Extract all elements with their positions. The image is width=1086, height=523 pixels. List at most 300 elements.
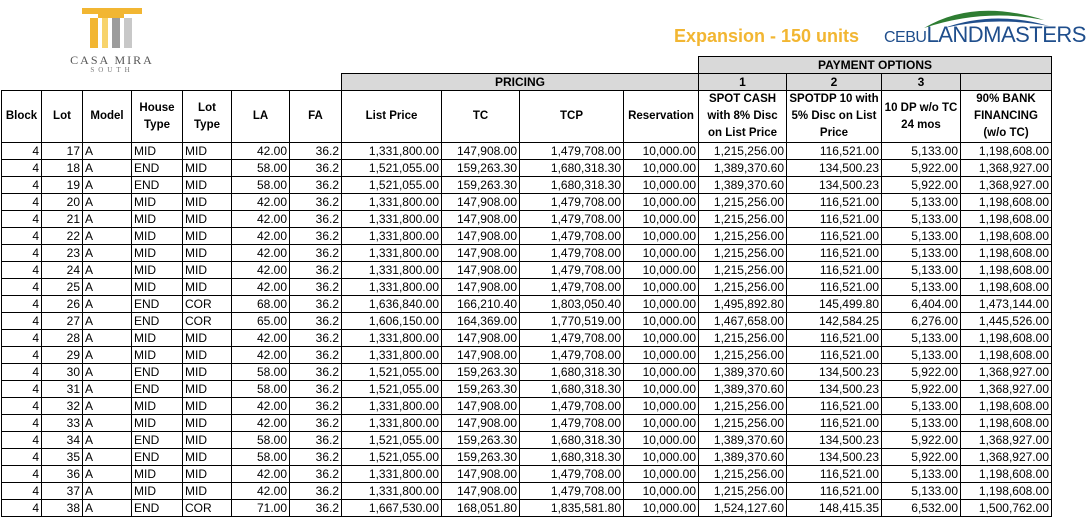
table-cell: 22 <box>42 228 83 245</box>
table-cell: 1,680,318.30 <box>520 381 624 398</box>
column-header: Block <box>2 91 42 143</box>
table-cell: MID <box>183 211 232 228</box>
table-cell: 36.2 <box>290 160 342 177</box>
table-cell: 5,133.00 <box>882 262 961 279</box>
column-header: TCP <box>520 91 624 143</box>
table-cell: 1,524,127.60 <box>699 500 787 517</box>
table-cell: MID <box>183 483 232 500</box>
table-cell: 10,000.00 <box>624 347 699 364</box>
table-cell: 1,606,150.00 <box>342 313 442 330</box>
table-cell: 10,000.00 <box>624 160 699 177</box>
table-cell: A <box>83 228 132 245</box>
table-cell: 5,133.00 <box>882 211 961 228</box>
table-cell: 5,133.00 <box>882 483 961 500</box>
table-cell: 1,331,800.00 <box>342 228 442 245</box>
table-cell: 1,198,608.00 <box>961 398 1052 415</box>
table-cell: A <box>83 143 132 160</box>
table-cell: 71.00 <box>232 500 290 517</box>
table-cell: 36.2 <box>290 330 342 347</box>
table-cell: 1,331,800.00 <box>342 194 442 211</box>
table-cell: A <box>83 449 132 466</box>
table-cell: 5,133.00 <box>882 330 961 347</box>
table-cell: MID <box>183 432 232 449</box>
table-cell: 4 <box>2 415 42 432</box>
table-cell: MID <box>132 262 183 279</box>
table-cell: 147,908.00 <box>442 211 520 228</box>
table-cell: 4 <box>2 245 42 262</box>
table-cell: 36.2 <box>290 245 342 262</box>
column-header: 10 DP w/o TC 24 mos <box>882 91 961 143</box>
table-cell: 27 <box>42 313 83 330</box>
table-cell: 5,922.00 <box>882 177 961 194</box>
table-cell: 1,198,608.00 <box>961 347 1052 364</box>
table-cell: 1,198,608.00 <box>961 194 1052 211</box>
table-cell: 159,263.30 <box>442 160 520 177</box>
table-cell: A <box>83 211 132 228</box>
table-cell: 10,000.00 <box>624 211 699 228</box>
table-cell: 42.00 <box>232 228 290 245</box>
table-cell: 1,479,708.00 <box>520 483 624 500</box>
table-cell: 116,521.00 <box>787 194 882 211</box>
table-cell: 5,922.00 <box>882 432 961 449</box>
table-cell: 1,680,318.30 <box>520 449 624 466</box>
table-cell: 1,479,708.00 <box>520 347 624 364</box>
payment-options-header: PAYMENT OPTIONS <box>699 57 1052 74</box>
table-cell: 1,479,708.00 <box>520 279 624 296</box>
table-cell: 1,368,927.00 <box>961 160 1052 177</box>
table-row <box>2 143 1052 160</box>
table-cell: 4 <box>2 211 42 228</box>
column-header: SPOTDP 10 with 5% Disc on List Price <box>787 91 882 143</box>
table-cell: 1,368,927.00 <box>961 432 1052 449</box>
table-cell: 159,263.30 <box>442 432 520 449</box>
table-cell: 58.00 <box>232 177 290 194</box>
table-cell: 147,908.00 <box>442 143 520 160</box>
table-cell: 1,331,800.00 <box>342 262 442 279</box>
table-cell: MID <box>183 262 232 279</box>
table-cell: 4 <box>2 194 42 211</box>
table-cell: MID <box>132 194 183 211</box>
table-cell: 116,521.00 <box>787 483 882 500</box>
table-cell: 5,133.00 <box>882 415 961 432</box>
table-row <box>2 381 1052 398</box>
table-cell: 10,000.00 <box>624 364 699 381</box>
table-row <box>2 262 1052 279</box>
table-cell: 4 <box>2 228 42 245</box>
table-cell: MID <box>132 483 183 500</box>
table-cell: 36.2 <box>290 466 342 483</box>
table-cell: 1,680,318.30 <box>520 177 624 194</box>
table-cell: 159,263.30 <box>442 364 520 381</box>
table-cell: MID <box>132 330 183 347</box>
table-cell: 1,500,762.00 <box>961 500 1052 517</box>
table-cell: 58.00 <box>232 449 290 466</box>
table-cell: A <box>83 330 132 347</box>
table-cell: 36.2 <box>290 381 342 398</box>
table-cell: MID <box>183 228 232 245</box>
table-cell: END <box>132 500 183 517</box>
table-cell: 36.2 <box>290 347 342 364</box>
table-cell: 37 <box>42 483 83 500</box>
table-cell: 10,000.00 <box>624 500 699 517</box>
table-cell: 19 <box>42 177 83 194</box>
table-cell: 1,636,840.00 <box>342 296 442 313</box>
table-cell: 1,215,256.00 <box>699 262 787 279</box>
table-cell: 147,908.00 <box>442 398 520 415</box>
table-cell: END <box>132 364 183 381</box>
table-row <box>2 296 1052 313</box>
table-cell: COR <box>183 500 232 517</box>
table-cell: 1,331,800.00 <box>342 415 442 432</box>
table-cell: MID <box>183 194 232 211</box>
table-cell: 1,215,256.00 <box>699 483 787 500</box>
table-cell: 10,000.00 <box>624 381 699 398</box>
table-cell: 134,500.23 <box>787 364 882 381</box>
table-cell: 36.2 <box>290 194 342 211</box>
table-cell: 1,198,608.00 <box>961 143 1052 160</box>
table-row <box>2 177 1052 194</box>
table-cell: 1,389,370.60 <box>699 432 787 449</box>
table-cell: 36.2 <box>290 211 342 228</box>
table-cell: 1,479,708.00 <box>520 330 624 347</box>
column-header: SPOT CASH with 8% Disc on List Price <box>699 91 787 143</box>
table-cell: A <box>83 160 132 177</box>
group-header-row-1 <box>2 57 1052 74</box>
table-cell: 10,000.00 <box>624 262 699 279</box>
table-cell: 1,835,581.80 <box>520 500 624 517</box>
table-cell: 147,908.00 <box>442 228 520 245</box>
table-cell: A <box>83 262 132 279</box>
table-cell: 116,521.00 <box>787 211 882 228</box>
table-cell: 1,521,055.00 <box>342 160 442 177</box>
pricing-table <box>1 53 1052 517</box>
table-cell: 6,532.00 <box>882 500 961 517</box>
table-cell: 1,368,927.00 <box>961 364 1052 381</box>
table-cell: 42.00 <box>232 466 290 483</box>
table-cell: 4 <box>2 177 42 194</box>
table-cell: 116,521.00 <box>787 466 882 483</box>
table-cell: 1,198,608.00 <box>961 466 1052 483</box>
table-cell: 1,680,318.30 <box>520 160 624 177</box>
column-header: 90% BANK FINANCING (w/o TC) <box>961 91 1052 143</box>
table-cell: 4 <box>2 296 42 313</box>
table-cell: END <box>132 296 183 313</box>
table-cell: 5,133.00 <box>882 228 961 245</box>
table-cell: 4 <box>2 262 42 279</box>
table-cell: 1,331,800.00 <box>342 143 442 160</box>
table-cell: 147,908.00 <box>442 262 520 279</box>
table-cell: MID <box>183 160 232 177</box>
developer-logo-suffix: LANDMASTERS <box>926 22 1086 47</box>
table-cell: 4 <box>2 313 42 330</box>
table-cell: 1,479,708.00 <box>520 245 624 262</box>
table-row <box>2 211 1052 228</box>
table-cell: 35 <box>42 449 83 466</box>
table-cell: 10,000.00 <box>624 228 699 245</box>
table-cell: 20 <box>42 194 83 211</box>
table-cell: 36.2 <box>290 279 342 296</box>
table-cell: 42.00 <box>232 262 290 279</box>
table-cell: 1,770,519.00 <box>520 313 624 330</box>
table-cell: 134,500.23 <box>787 449 882 466</box>
table-cell: 1,198,608.00 <box>961 228 1052 245</box>
table-row <box>2 279 1052 296</box>
table-cell: END <box>132 160 183 177</box>
table-cell: MID <box>183 143 232 160</box>
table-cell: 159,263.30 <box>442 449 520 466</box>
developer-logo <box>884 0 1086 50</box>
table-cell: 33 <box>42 415 83 432</box>
table-cell: 21 <box>42 211 83 228</box>
table-cell: 24 <box>42 262 83 279</box>
table-cell: 42.00 <box>232 415 290 432</box>
table-cell: END <box>132 449 183 466</box>
column-header-row <box>2 91 1052 143</box>
table-cell: 5,133.00 <box>882 245 961 262</box>
table-row <box>2 364 1052 381</box>
table-cell: A <box>83 415 132 432</box>
table-cell: 116,521.00 <box>787 262 882 279</box>
table-cell: MID <box>183 364 232 381</box>
table-cell: A <box>83 313 132 330</box>
option-number: 2 <box>787 74 882 91</box>
table-cell: 10,000.00 <box>624 415 699 432</box>
table-cell: 1,479,708.00 <box>520 398 624 415</box>
table-cell: 1,803,050.40 <box>520 296 624 313</box>
table-cell: A <box>83 177 132 194</box>
table-cell: 147,908.00 <box>442 279 520 296</box>
table-cell: 1,521,055.00 <box>342 177 442 194</box>
table-cell: 4 <box>2 381 42 398</box>
table-cell: 168,051.80 <box>442 500 520 517</box>
table-cell: 1,331,800.00 <box>342 466 442 483</box>
table-row <box>2 398 1052 415</box>
column-header: House Type <box>132 91 183 143</box>
table-cell: MID <box>132 466 183 483</box>
table-cell: MID <box>132 228 183 245</box>
table-cell: 1,495,892.80 <box>699 296 787 313</box>
table-cell: MID <box>132 245 183 262</box>
table-cell: 1,331,800.00 <box>342 211 442 228</box>
table-cell: 42.00 <box>232 194 290 211</box>
table-cell: 116,521.00 <box>787 279 882 296</box>
table-cell: 166,210.40 <box>442 296 520 313</box>
option-number: 3 <box>882 74 961 91</box>
table-cell: 159,263.30 <box>442 381 520 398</box>
table-cell: 36.2 <box>290 228 342 245</box>
table-cell: 10,000.00 <box>624 330 699 347</box>
table-cell: 6,276.00 <box>882 313 961 330</box>
table-cell: 10,000.00 <box>624 432 699 449</box>
table-cell: 1,198,608.00 <box>961 330 1052 347</box>
table-cell: 36.2 <box>290 364 342 381</box>
table-cell: 4 <box>2 449 42 466</box>
table-cell: 134,500.23 <box>787 177 882 194</box>
table-cell: MID <box>183 466 232 483</box>
table-cell: 147,908.00 <box>442 245 520 262</box>
table-row <box>2 228 1052 245</box>
table-cell: 1,215,256.00 <box>699 330 787 347</box>
table-row <box>2 245 1052 262</box>
table-cell: 1,445,526.00 <box>961 313 1052 330</box>
table-cell: 17 <box>42 143 83 160</box>
table-cell: 30 <box>42 364 83 381</box>
table-cell: 42.00 <box>232 279 290 296</box>
table-row <box>2 330 1052 347</box>
table-cell: 58.00 <box>232 432 290 449</box>
table-cell: 23 <box>42 245 83 262</box>
table-cell: 4 <box>2 500 42 517</box>
table-cell: 4 <box>2 160 42 177</box>
table-cell: END <box>132 432 183 449</box>
table-cell: A <box>83 432 132 449</box>
table-cell: 65.00 <box>232 313 290 330</box>
table-cell: 4 <box>2 330 42 347</box>
option-number <box>961 74 1052 91</box>
table-cell: 1,215,256.00 <box>699 415 787 432</box>
table-cell: 36.2 <box>290 415 342 432</box>
table-cell: 10,000.00 <box>624 398 699 415</box>
table-cell: 36.2 <box>290 313 342 330</box>
table-cell: END <box>132 177 183 194</box>
table-cell: MID <box>132 398 183 415</box>
table-cell: 42.00 <box>232 330 290 347</box>
table-cell: 31 <box>42 381 83 398</box>
column-header: Model <box>83 91 132 143</box>
table-cell: 32 <box>42 398 83 415</box>
table-cell: 5,133.00 <box>882 143 961 160</box>
table-cell: COR <box>183 296 232 313</box>
table-cell: MID <box>132 279 183 296</box>
table-cell: 1,331,800.00 <box>342 330 442 347</box>
table-row <box>2 466 1052 483</box>
table-cell: 1,521,055.00 <box>342 449 442 466</box>
table-cell: 68.00 <box>232 296 290 313</box>
table-cell: 1,331,800.00 <box>342 279 442 296</box>
table-cell: 29 <box>42 347 83 364</box>
column-header: Lot Type <box>183 91 232 143</box>
table-cell: 147,908.00 <box>442 466 520 483</box>
table-cell: 36.2 <box>290 398 342 415</box>
table-cell: 34 <box>42 432 83 449</box>
table-body <box>2 143 1052 517</box>
table-cell: MID <box>183 398 232 415</box>
table-cell: 1,667,530.00 <box>342 500 442 517</box>
table-cell: 58.00 <box>232 364 290 381</box>
table-cell: 147,908.00 <box>442 415 520 432</box>
table-cell: 1,331,800.00 <box>342 483 442 500</box>
column-header: FA <box>290 91 342 143</box>
table-cell: 36.2 <box>290 143 342 160</box>
table-cell: 18 <box>42 160 83 177</box>
table-row <box>2 500 1052 517</box>
table-cell: 1,467,658.00 <box>699 313 787 330</box>
table-cell: MID <box>183 245 232 262</box>
table-row <box>2 313 1052 330</box>
table-cell: 10,000.00 <box>624 296 699 313</box>
table-cell: 6,404.00 <box>882 296 961 313</box>
table-cell: 4 <box>2 432 42 449</box>
table-cell: 147,908.00 <box>442 483 520 500</box>
table-cell: 145,499.80 <box>787 296 882 313</box>
table-cell: 42.00 <box>232 211 290 228</box>
table-row <box>2 160 1052 177</box>
table-cell: 1,479,708.00 <box>520 466 624 483</box>
table-cell: 1,215,256.00 <box>699 466 787 483</box>
table-cell: 1,215,256.00 <box>699 194 787 211</box>
table-cell: 1,479,708.00 <box>520 143 624 160</box>
pricing-header: PRICING <box>342 74 699 91</box>
table-cell: COR <box>183 313 232 330</box>
table-cell: 10,000.00 <box>624 449 699 466</box>
table-cell: 36.2 <box>290 432 342 449</box>
table-row <box>2 347 1052 364</box>
table-cell: 4 <box>2 398 42 415</box>
column-header: Lot <box>42 91 83 143</box>
group-header-row-2 <box>2 74 1052 91</box>
table-cell: 1,198,608.00 <box>961 262 1052 279</box>
table-cell: 1,215,256.00 <box>699 211 787 228</box>
table-cell: 10,000.00 <box>624 313 699 330</box>
table-cell: 116,521.00 <box>787 398 882 415</box>
table-cell: 116,521.00 <box>787 415 882 432</box>
table-cell: 1,389,370.60 <box>699 160 787 177</box>
table-cell: MID <box>183 177 232 194</box>
table-cell: 1,479,708.00 <box>520 415 624 432</box>
table-cell: 1,368,927.00 <box>961 449 1052 466</box>
table-cell: MID <box>132 415 183 432</box>
table-cell: 1,215,256.00 <box>699 279 787 296</box>
table-cell: 36.2 <box>290 483 342 500</box>
table-cell: 38 <box>42 500 83 517</box>
table-cell: 26 <box>42 296 83 313</box>
table-cell: 58.00 <box>232 160 290 177</box>
table-cell: 10,000.00 <box>624 279 699 296</box>
table-cell: 142,584.25 <box>787 313 882 330</box>
table-cell: 10,000.00 <box>624 466 699 483</box>
column-header: Reservation <box>624 91 699 143</box>
table-cell: 1,198,608.00 <box>961 483 1052 500</box>
brand-name: CASA MIRA <box>70 53 154 67</box>
table-cell: 1,479,708.00 <box>520 262 624 279</box>
table-cell: MID <box>183 381 232 398</box>
table-cell: 164,369.00 <box>442 313 520 330</box>
table-row <box>2 483 1052 500</box>
table-cell: A <box>83 500 132 517</box>
developer-logo-prefix: CEBU <box>884 29 927 46</box>
table-cell: 4 <box>2 483 42 500</box>
table-cell: 147,908.00 <box>442 347 520 364</box>
table-cell: 10,000.00 <box>624 194 699 211</box>
table-cell: 42.00 <box>232 347 290 364</box>
table-cell: 1,331,800.00 <box>342 398 442 415</box>
column-header: LA <box>232 91 290 143</box>
table-cell: 1,215,256.00 <box>699 398 787 415</box>
table-cell: 1,479,708.00 <box>520 228 624 245</box>
table-cell: 1,215,256.00 <box>699 143 787 160</box>
table-cell: 4 <box>2 364 42 381</box>
table-cell: A <box>83 364 132 381</box>
table-cell: MID <box>183 279 232 296</box>
table-cell: 134,500.23 <box>787 160 882 177</box>
table-cell: 1,479,708.00 <box>520 194 624 211</box>
table-cell: 134,500.23 <box>787 381 882 398</box>
table-cell: 1,521,055.00 <box>342 381 442 398</box>
table-cell: MID <box>132 347 183 364</box>
table-cell: 1,389,370.60 <box>699 381 787 398</box>
table-cell: 116,521.00 <box>787 330 882 347</box>
brand-subtitle: SOUTH <box>90 66 134 74</box>
